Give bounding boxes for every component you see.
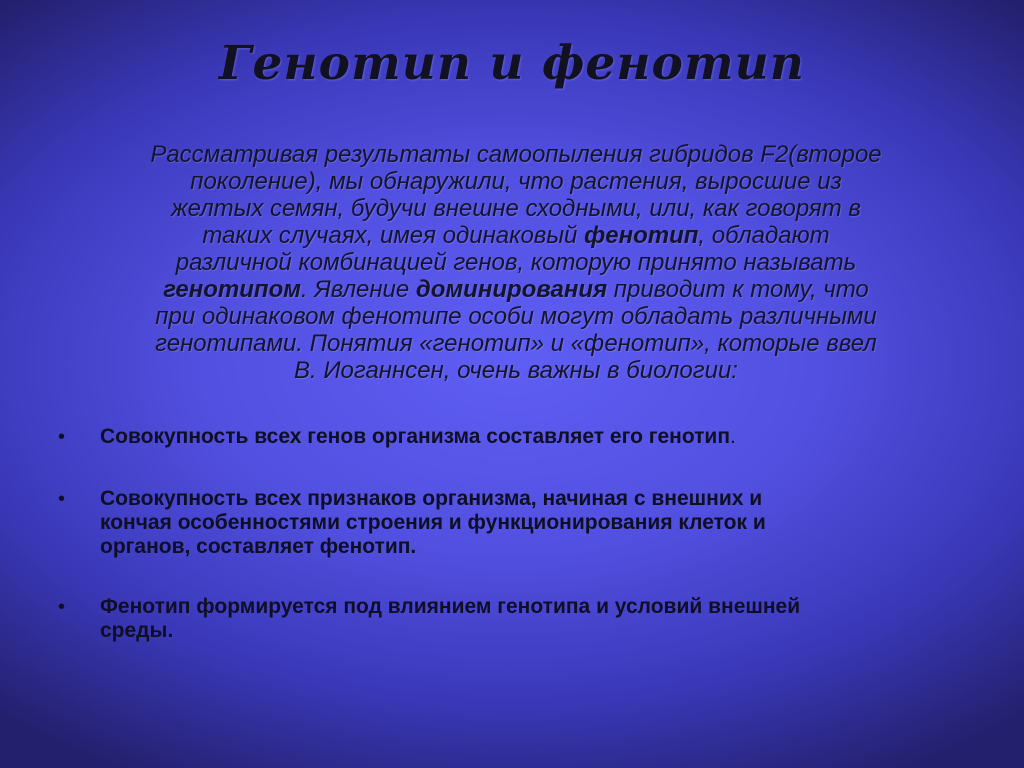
slide-title: Генотип и фенотип: [219, 36, 805, 91]
intro-line: [70, 276, 962, 303]
intro-line: В. Иоганнсен, очень важны в биологии:: [294, 357, 738, 384]
bullet-dot-icon: •: [58, 426, 66, 448]
bullet-list: [58, 425, 978, 643]
intro-line: генотипами. Понятия «генотип» и «фенотип», которые ввел: [155, 330, 877, 357]
intro-line: различной комбинацией генов, которую принято называть: [175, 249, 857, 276]
intro-text: , обладают: [698, 222, 830, 249]
intro-line: желтых семян, будучи внешне сходными, или, как говорят в: [171, 195, 861, 222]
intro-line: поколение), мы обнаружили, что растения, выросшие из: [190, 168, 842, 195]
bullet-line: [100, 425, 978, 449]
bullet-line: среды.: [100, 619, 174, 642]
bullet-item: [58, 487, 978, 559]
bullet-line: кончая особенностями строения и функционирования клеток и: [100, 511, 766, 534]
bullet-line: органов, составляет фенотип.: [100, 535, 417, 558]
intro-text: приводит к тому, что: [607, 276, 869, 303]
term-dominance: доминирования: [415, 276, 608, 303]
bullet-tail: .: [730, 425, 736, 448]
intro-line: [70, 222, 962, 249]
bullet-line: Фенотип формируется под влиянием генотипа и условий внешней: [100, 595, 801, 618]
bullet-item: [58, 595, 978, 643]
intro-text: таких случаях, имея одинаковый: [202, 222, 585, 249]
intro-text: . Явление: [301, 276, 416, 303]
bullet-text: Совокупность всех генов организма составляет его генотип: [100, 425, 731, 448]
term-phenotype: фенотип: [584, 222, 699, 249]
term-genotype: генотипом: [163, 276, 302, 303]
bullet-item: [58, 425, 978, 449]
intro-paragraph: [70, 141, 962, 384]
intro-line: при одинаковом фенотипе особи могут обладать различными: [155, 303, 877, 330]
bullet-dot-icon: •: [58, 488, 66, 510]
bullet-dot-icon: •: [58, 596, 66, 618]
intro-line: Рассматривая результаты самоопыления гибридов F2(второе: [150, 141, 882, 168]
bullet-line: Совокупность всех признаков организма, начиная с внешних и: [100, 487, 763, 510]
